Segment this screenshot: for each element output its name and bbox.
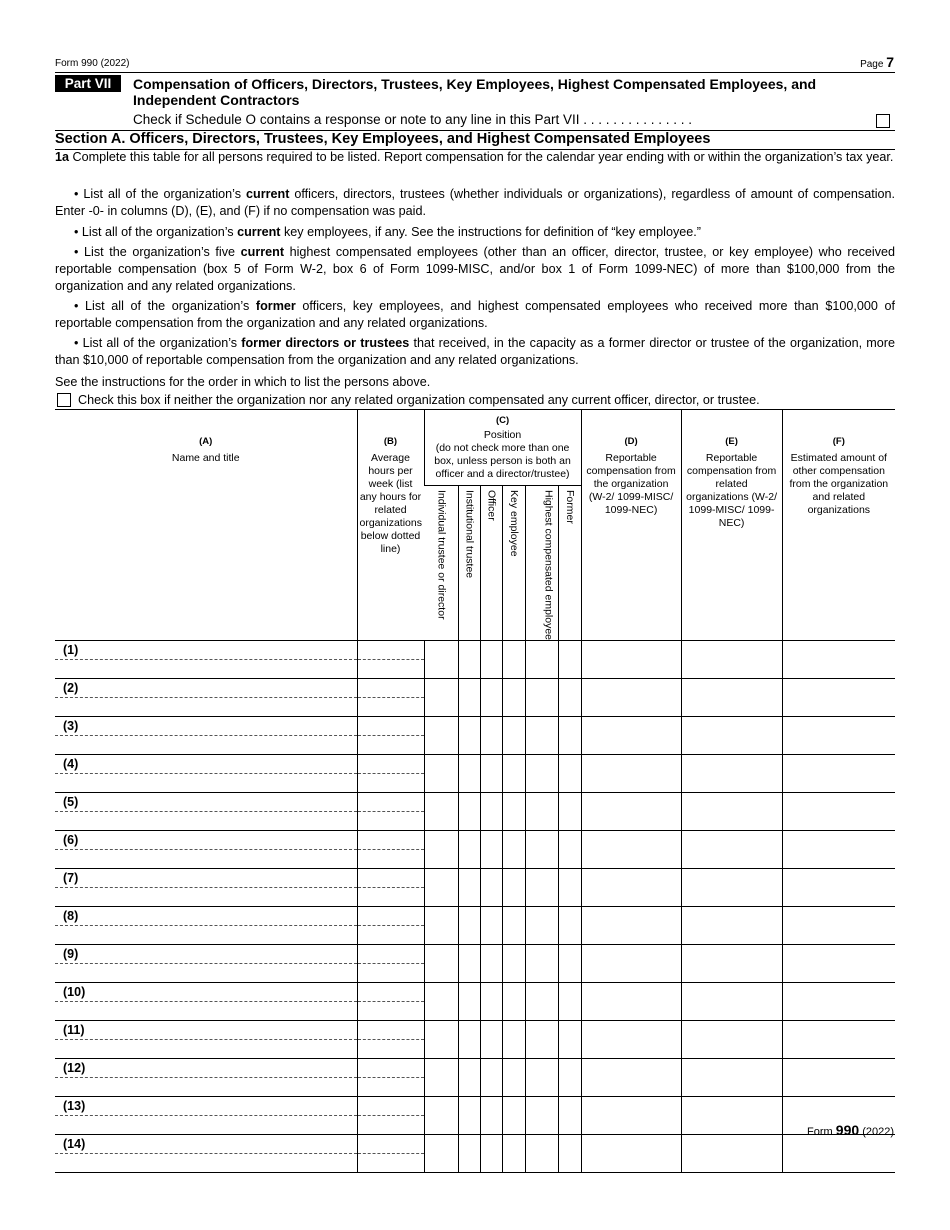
position-checkbox-cell[interactable]: [502, 641, 525, 679]
compensation-d-cell[interactable]: [581, 793, 681, 831]
name-title-cell[interactable]: [55, 907, 357, 945]
table-row: [55, 983, 895, 1021]
name-title-cell[interactable]: [55, 945, 357, 983]
position-checkbox-cell[interactable]: [480, 793, 502, 831]
position-checkbox-cell[interactable]: [558, 831, 581, 869]
row-number: (2): [63, 681, 79, 696]
dotted-line: [55, 1077, 357, 1078]
position-checkbox-cell[interactable]: [480, 679, 502, 717]
position-checkbox-cell[interactable]: [458, 641, 480, 679]
hours-cell[interactable]: [357, 1135, 424, 1173]
position-checkbox-cell[interactable]: [502, 755, 525, 793]
compensation-f-cell[interactable]: [782, 983, 895, 1021]
hours-cell[interactable]: [357, 641, 424, 679]
position-checkbox-cell[interactable]: [502, 945, 525, 983]
position-checkbox-cell[interactable]: [458, 831, 480, 869]
row-number: (6): [63, 833, 79, 848]
position-checkbox-cell[interactable]: [458, 679, 480, 717]
compensation-e-cell[interactable]: [681, 1097, 782, 1135]
dotted-line: [358, 697, 424, 698]
table-row: [55, 1021, 895, 1059]
table-row: [55, 831, 895, 869]
position-checkbox-cell[interactable]: [525, 869, 558, 907]
position-checkbox-cell[interactable]: [558, 945, 581, 983]
name-title-cell[interactable]: [55, 717, 357, 755]
position-checkbox-cell[interactable]: [525, 1135, 558, 1173]
dotted-line: [358, 925, 424, 926]
schedule-o-checkbox[interactable]: [876, 114, 890, 128]
position-checkbox-cell[interactable]: [458, 907, 480, 945]
position-checkbox-cell[interactable]: [424, 679, 458, 717]
table-row: [55, 793, 895, 831]
compensation-f-cell[interactable]: [782, 945, 895, 983]
row-number: (11): [63, 1023, 85, 1038]
position-checkbox-cell[interactable]: [525, 831, 558, 869]
hours-cell[interactable]: [357, 717, 424, 755]
compensation-f-cell[interactable]: [782, 831, 895, 869]
hours-cell[interactable]: [357, 1097, 424, 1135]
compensation-f-cell[interactable]: [782, 869, 895, 907]
position-checkbox-cell[interactable]: [458, 717, 480, 755]
position-checkbox-cell[interactable]: [558, 869, 581, 907]
col-d-header: (D) Reportable compensation from the organization (W-2/ 1099-MISC/ 1099-NEC): [581, 410, 681, 641]
hours-cell[interactable]: [357, 1021, 424, 1059]
dotted-line: [55, 659, 357, 660]
position-checkbox-cell[interactable]: [424, 907, 458, 945]
table-row: [55, 907, 895, 945]
compensation-d-cell[interactable]: [581, 983, 681, 1021]
position-checkbox-cell[interactable]: [502, 983, 525, 1021]
table-row: [55, 945, 895, 983]
position-checkbox-cell[interactable]: [480, 907, 502, 945]
position-checkbox-cell[interactable]: [558, 1135, 581, 1173]
name-title-cell[interactable]: [55, 869, 357, 907]
neither-compensated-checkbox[interactable]: [57, 393, 71, 407]
table-row: [55, 755, 895, 793]
row-number: (4): [63, 757, 79, 772]
position-checkbox-cell[interactable]: [502, 793, 525, 831]
line-1a-text: Complete this table for all persons required to be listed. Report compensation for the calendar year ending with or within the organization’s tax year.: [72, 150, 894, 164]
table-row: [55, 1097, 895, 1135]
dotted-line: [55, 1001, 357, 1002]
position-checkbox-cell[interactable]: [558, 983, 581, 1021]
name-title-cell[interactable]: [55, 793, 357, 831]
position-checkbox-cell[interactable]: [458, 1021, 480, 1059]
compensation-e-cell[interactable]: [681, 717, 782, 755]
compensation-d-cell[interactable]: [581, 755, 681, 793]
position-checkbox-cell[interactable]: [458, 983, 480, 1021]
compensation-d-cell[interactable]: [581, 1021, 681, 1059]
position-checkbox-cell[interactable]: [502, 679, 525, 717]
section-a-title: Section A. Officers, Directors, Trustees, Key Employees, and Highest Compensated Employees: [55, 131, 711, 147]
table-row: [55, 641, 895, 679]
position-checkbox-cell[interactable]: [525, 679, 558, 717]
position-checkbox-cell[interactable]: [480, 983, 502, 1021]
position-checkbox-cell[interactable]: [502, 907, 525, 945]
line-1a: [55, 149, 895, 166]
row-number: (9): [63, 947, 79, 962]
dotted-line: [358, 811, 424, 812]
compensation-e-cell[interactable]: [681, 907, 782, 945]
row-number: (14): [63, 1137, 86, 1152]
position-checkbox-cell[interactable]: [558, 641, 581, 679]
position-checkbox-cell[interactable]: [558, 1097, 581, 1135]
position-checkbox-cell[interactable]: [424, 1059, 458, 1097]
compensation-d-cell[interactable]: [581, 945, 681, 983]
dotted-line: [55, 887, 357, 888]
compensation-d-cell[interactable]: [581, 907, 681, 945]
bullet-5: • List all of the organization’s former directors or trustees that received, in the capacity as a former director or trustee of the organization, more than $10,000 of reportable compensation from the organization and any related organizations.: [55, 336, 895, 367]
col-e-header: (E) Reportable compensation from related organizations (W-2/ 1099-MISC/ 1099-NEC): [681, 410, 782, 641]
position-checkbox-cell[interactable]: [458, 1097, 480, 1135]
position-checkbox-cell[interactable]: [558, 755, 581, 793]
position-checkbox-cell[interactable]: [424, 869, 458, 907]
position-checkbox-cell[interactable]: [502, 1021, 525, 1059]
row-number: (12): [63, 1061, 86, 1076]
form-footer: Form 990 (2022): [807, 1122, 894, 1138]
compensation-d-cell[interactable]: [581, 1059, 681, 1097]
page-number: [860, 54, 894, 70]
bullet-3: • List the organization’s five current highest compensated employees (other than an officer, director, trustee, or key employee) who received reportable compensation (box 5 of Form W-2, box 6 of Form 1099-MISC, and/or box 1 of Form 1099-NEC) of more than $100,000 from the organization and any related organizations.: [55, 245, 895, 293]
position-checkbox-cell[interactable]: [424, 1021, 458, 1059]
position-checkbox-cell[interactable]: [558, 1059, 581, 1097]
position-checkbox-cell[interactable]: [502, 831, 525, 869]
position-checkbox-cell[interactable]: [458, 945, 480, 983]
position-checkbox-cell[interactable]: [502, 869, 525, 907]
neither-compensated-label: Check this box if neither the organization nor any related organization compensated any current officer, director, or trustee.: [78, 393, 760, 407]
position-checkbox-cell[interactable]: [480, 869, 502, 907]
position-checkbox-cell[interactable]: [525, 907, 558, 945]
compensation-d-cell[interactable]: [581, 869, 681, 907]
name-title-cell[interactable]: [55, 1097, 357, 1135]
page-label: Page: [860, 59, 884, 70]
line-1a-number: 1a: [55, 150, 70, 164]
position-checkbox-cell[interactable]: [525, 793, 558, 831]
position-checkbox-cell[interactable]: [525, 1059, 558, 1097]
compensation-e-cell[interactable]: [681, 1059, 782, 1097]
position-checkbox-cell[interactable]: [480, 831, 502, 869]
col-a-header: (A) Name and title: [55, 410, 357, 641]
dotted-line: [358, 1039, 424, 1040]
hours-cell[interactable]: [357, 869, 424, 907]
position-checkbox-cell[interactable]: [525, 1097, 558, 1135]
dotted-line: [55, 1153, 357, 1154]
position-checkbox-cell[interactable]: [525, 945, 558, 983]
header-rule: [55, 72, 895, 73]
position-checkbox-cell[interactable]: [458, 755, 480, 793]
compensation-table: [55, 409, 895, 1173]
compensation-f-cell[interactable]: [782, 1021, 895, 1059]
position-checkbox-cell[interactable]: [458, 1059, 480, 1097]
position-checkbox-cell[interactable]: [424, 1135, 458, 1173]
dotted-line: [55, 925, 357, 926]
row-number: (7): [63, 871, 79, 886]
compensation-f-cell[interactable]: [782, 907, 895, 945]
part-title: Compensation of Officers, Directors, Trustees, Key Employees, Highest Compensated Employees, and Independent Contractors: [133, 76, 817, 108]
position-checkbox-cell[interactable]: [558, 1021, 581, 1059]
dotted-line: [55, 735, 357, 736]
compensation-d-cell[interactable]: [581, 717, 681, 755]
bullet-1: • List all of the organization’s current officers, directors, trustees (whether individuals or organizations), regardless of amount of compensation. Enter -0- in columns (D), (E), and (F) if no compensation was paid.: [55, 187, 896, 218]
dotted-line: [55, 963, 357, 964]
position-checkbox-cell[interactable]: [424, 717, 458, 755]
position-checkbox-cell[interactable]: [480, 717, 502, 755]
table-row: [55, 869, 895, 907]
col-c-individual-trustee: Individual trustee or director: [424, 486, 458, 641]
name-title-cell[interactable]: [55, 1135, 357, 1173]
dotted-line: [358, 1077, 424, 1078]
position-checkbox-cell[interactable]: [480, 1135, 502, 1173]
position-checkbox-cell[interactable]: [480, 755, 502, 793]
compensation-e-cell[interactable]: [681, 641, 782, 679]
dotted-line: [358, 735, 424, 736]
compensation-f-cell[interactable]: [782, 1059, 895, 1097]
compensation-e-cell[interactable]: [681, 983, 782, 1021]
compensation-e-cell[interactable]: [681, 755, 782, 793]
position-checkbox-cell[interactable]: [424, 755, 458, 793]
table-row: [55, 1059, 895, 1097]
compensation-e-cell[interactable]: [681, 831, 782, 869]
compensation-e-cell[interactable]: [681, 793, 782, 831]
table-row: [55, 717, 895, 755]
position-checkbox-cell[interactable]: [480, 1059, 502, 1097]
position-checkbox-cell[interactable]: [480, 1021, 502, 1059]
row-number: (10): [63, 985, 86, 1000]
part-badge: Part VII: [55, 75, 121, 92]
row-number: (5): [63, 795, 79, 810]
table-row: [55, 679, 895, 717]
dotted-line: [55, 773, 357, 774]
page-number-value: 7: [886, 54, 894, 70]
compensation-f-cell[interactable]: [782, 679, 895, 717]
row-number: (1): [63, 643, 79, 658]
compensation-d-cell[interactable]: [581, 641, 681, 679]
position-checkbox-cell[interactable]: [458, 1135, 480, 1173]
position-checkbox-cell[interactable]: [480, 1097, 502, 1135]
compensation-f-cell[interactable]: [782, 1135, 895, 1173]
table-row: [55, 1135, 895, 1173]
dotted-line: [55, 849, 357, 850]
row-number: (13): [63, 1099, 86, 1114]
name-title-cell[interactable]: [55, 983, 357, 1021]
compensation-d-cell[interactable]: [581, 1135, 681, 1173]
name-title-cell[interactable]: [55, 1021, 357, 1059]
compensation-e-cell[interactable]: [681, 679, 782, 717]
dotted-line: [358, 963, 424, 964]
compensation-f-cell[interactable]: [782, 755, 895, 793]
row-number: (3): [63, 719, 79, 734]
name-title-cell[interactable]: [55, 831, 357, 869]
hours-cell[interactable]: [357, 831, 424, 869]
compensation-f-cell[interactable]: [782, 793, 895, 831]
bullet-2: • List all of the organization’s current key employees, if any. See the instructions for definition of “key employee.”: [74, 225, 701, 239]
col-c-former: Former: [558, 486, 581, 641]
position-checkbox-cell[interactable]: [458, 793, 480, 831]
col-c-institutional-trustee: Institutional trustee: [458, 486, 480, 641]
hours-cell[interactable]: [357, 983, 424, 1021]
position-checkbox-cell[interactable]: [424, 983, 458, 1021]
col-c-header: (C) Position (do not check more than one box, unless person is both an officer and a director/trustee): [424, 410, 581, 486]
dotted-line: [358, 659, 424, 660]
dotted-line: [55, 811, 357, 812]
position-checkbox-cell[interactable]: [558, 793, 581, 831]
col-f-header: (F) Estimated amount of other compensation from the organization and related organizations: [782, 410, 895, 641]
name-title-cell[interactable]: [55, 679, 357, 717]
form-header-left: Form 990 (2022): [55, 58, 130, 69]
hours-cell[interactable]: [357, 907, 424, 945]
dotted-line: [358, 887, 424, 888]
position-checkbox-cell[interactable]: [525, 1021, 558, 1059]
position-checkbox-cell[interactable]: [502, 717, 525, 755]
position-checkbox-cell[interactable]: [480, 945, 502, 983]
position-checkbox-cell[interactable]: [424, 793, 458, 831]
dotted-line: [358, 849, 424, 850]
dotted-line: [358, 1001, 424, 1002]
col-b-header: (B) Average hours per week (list any hours for related organizations below dotted line): [357, 410, 424, 641]
position-checkbox-cell[interactable]: [558, 907, 581, 945]
hours-cell[interactable]: [357, 793, 424, 831]
position-checkbox-cell[interactable]: [424, 1097, 458, 1135]
position-checkbox-cell[interactable]: [458, 869, 480, 907]
col-c-highest-compensated: Highest compensated employee: [525, 486, 558, 641]
position-checkbox-cell[interactable]: [424, 945, 458, 983]
dotted-line: [55, 1115, 357, 1116]
position-checkbox-cell[interactable]: [525, 641, 558, 679]
position-checkbox-cell[interactable]: [424, 641, 458, 679]
dotted-line: [55, 697, 357, 698]
compensation-e-cell[interactable]: [681, 869, 782, 907]
position-checkbox-cell[interactable]: [525, 983, 558, 1021]
compensation-d-cell[interactable]: [581, 1097, 681, 1135]
compensation-f-cell[interactable]: [782, 717, 895, 755]
position-checkbox-cell[interactable]: [525, 755, 558, 793]
compensation-d-cell[interactable]: [581, 679, 681, 717]
position-checkbox-cell[interactable]: [502, 1097, 525, 1135]
col-c-key-employee: Key employee: [502, 486, 525, 641]
name-title-cell[interactable]: [55, 755, 357, 793]
bullet-4: • List all of the organization’s former officers, key employees, and highest compensated employees who received more than $100,000 of reportable compensation from the organization and any related organizations.: [55, 299, 895, 330]
hours-cell[interactable]: [357, 755, 424, 793]
position-checkbox-cell[interactable]: [480, 641, 502, 679]
hours-cell[interactable]: [357, 1059, 424, 1097]
dotted-line: [358, 773, 424, 774]
hours-cell[interactable]: [357, 945, 424, 983]
compensation-f-cell[interactable]: [782, 641, 895, 679]
dotted-line: [358, 1153, 424, 1154]
compensation-e-cell[interactable]: [681, 1135, 782, 1173]
col-c-officer: Officer: [480, 486, 502, 641]
position-checkbox-cell[interactable]: [502, 1059, 525, 1097]
schedule-o-check-label: Check if Schedule O contains a response or note to any line in this Part VII . . . . . . . . . . . . . . .: [133, 112, 693, 127]
compensation-e-cell[interactable]: [681, 945, 782, 983]
hours-cell[interactable]: [357, 679, 424, 717]
position-checkbox-cell[interactable]: [424, 831, 458, 869]
row-number: (8): [63, 909, 79, 924]
position-checkbox-cell[interactable]: [558, 679, 581, 717]
position-checkbox-cell[interactable]: [502, 1135, 525, 1173]
position-checkbox-cell[interactable]: [558, 717, 581, 755]
name-title-cell[interactable]: [55, 641, 357, 679]
position-checkbox-cell[interactable]: [525, 717, 558, 755]
name-title-cell[interactable]: [55, 1059, 357, 1097]
dotted-line: [55, 1039, 357, 1040]
compensation-d-cell[interactable]: [581, 831, 681, 869]
compensation-e-cell[interactable]: [681, 1021, 782, 1059]
instructions-order: See the instructions for the order in which to list the persons above.: [55, 375, 431, 389]
dotted-line: [358, 1115, 424, 1116]
